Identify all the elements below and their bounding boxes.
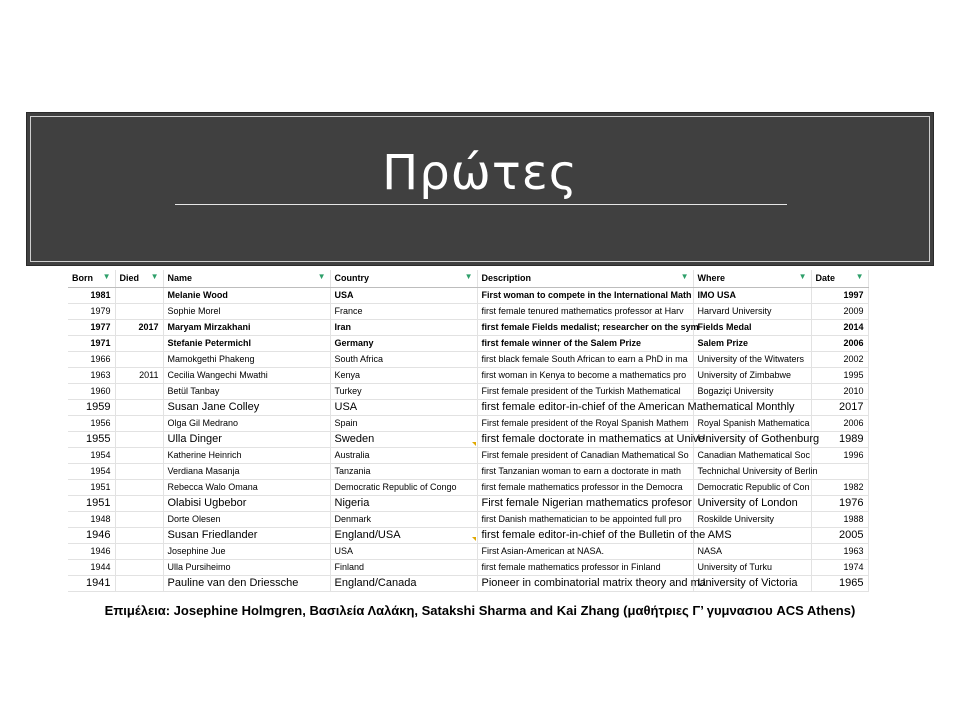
cell-died[interactable] — [115, 464, 163, 480]
cell-where[interactable]: Canadian Mathematical Soc — [693, 448, 811, 464]
table-row — [68, 336, 868, 352]
cell-date[interactable]: 1989 — [811, 432, 868, 448]
cell-name[interactable]: Katherine Heinrich — [163, 448, 330, 464]
filter-icon[interactable]: ▼ — [102, 272, 111, 281]
cell-country[interactable]: Iran — [330, 320, 477, 336]
cell-died[interactable] — [115, 288, 163, 304]
cell-where[interactable]: Salem Prize — [693, 336, 811, 352]
cell-description[interactable]: First woman to compete in the International Math — [477, 288, 693, 304]
header-label: Name — [167, 273, 193, 283]
cell-country[interactable]: France — [330, 304, 477, 320]
cell-born[interactable]: 1948 — [68, 512, 115, 528]
cell-description[interactable]: first female Fields medalist; researcher on the sym — [477, 320, 693, 336]
cell-country[interactable]: South Africa — [330, 352, 477, 368]
cell-name[interactable]: Mamokgethi Phakeng — [163, 352, 330, 368]
header-label: Where — [697, 273, 726, 283]
header-label: Description — [481, 273, 532, 283]
cell-died[interactable] — [115, 560, 163, 576]
cell-name[interactable]: Melanie Wood — [163, 288, 330, 304]
cell-born[interactable]: 1971 — [68, 336, 115, 352]
column-header-died[interactable] — [115, 270, 163, 288]
header-row — [68, 270, 868, 288]
table-row — [68, 400, 868, 416]
cell-died[interactable] — [115, 432, 163, 448]
table-row — [68, 304, 868, 320]
header-label: Died — [119, 273, 140, 283]
table-row — [68, 576, 868, 592]
cell-date[interactable]: 2010 — [811, 384, 868, 400]
title-panel — [26, 112, 934, 266]
table-row — [68, 544, 868, 560]
cell-date[interactable]: 1996 — [811, 448, 868, 464]
cell-where[interactable]: Roskilde University — [693, 512, 811, 528]
cell-name[interactable]: Betül Tanbay — [163, 384, 330, 400]
cell-where[interactable]: Technichal University of Berlin — [693, 464, 811, 480]
cell-died[interactable] — [115, 400, 163, 416]
cell-died[interactable] — [115, 304, 163, 320]
cell-description[interactable]: first Danish mathematician to be appointed full pro — [477, 512, 693, 528]
cell-country[interactable]: USA — [330, 400, 477, 416]
cell-where[interactable]: Bogaziçi University — [693, 384, 811, 400]
table-row — [68, 480, 868, 496]
table-row — [68, 464, 868, 480]
cell-name[interactable]: Rebecca Walo Omana — [163, 480, 330, 496]
cell-died[interactable]: 2011 — [115, 368, 163, 384]
cell-name[interactable]: Dorte Olesen — [163, 512, 330, 528]
filter-icon[interactable]: ▼ — [798, 272, 807, 281]
column-header-where[interactable] — [693, 270, 811, 288]
cell-country[interactable]: Sweden — [330, 432, 477, 448]
cell-born[interactable]: 1954 — [68, 448, 115, 464]
cell-date[interactable]: 2006 — [811, 336, 868, 352]
cell-country[interactable]: Germany — [330, 336, 477, 352]
cell-died[interactable] — [115, 448, 163, 464]
cell-born[interactable]: 1955 — [68, 432, 115, 448]
cell-date[interactable]: 1995 — [811, 368, 868, 384]
cell-country[interactable]: England/USA — [330, 528, 477, 544]
table-row — [68, 496, 868, 512]
column-header-country[interactable] — [330, 270, 477, 288]
cell-date[interactable]: 2009 — [811, 304, 868, 320]
cell-where[interactable]: Harvard University — [693, 304, 811, 320]
cell-name[interactable]: Ulla Pursiheimo — [163, 560, 330, 576]
cell-born[interactable]: 1956 — [68, 416, 115, 432]
cell-died[interactable] — [115, 352, 163, 368]
cell-where[interactable]: University of London — [693, 496, 811, 512]
cell-born[interactable]: 1954 — [68, 464, 115, 480]
column-header-name[interactable] — [163, 270, 330, 288]
cell-description[interactable]: first female winner of the Salem Prize — [477, 336, 693, 352]
cell-description[interactable]: first female mathematics professor in the Democra — [477, 480, 693, 496]
cell-description[interactable]: first black female South African to earn a PhD in ma — [477, 352, 693, 368]
cell-description[interactable]: First female president of the Turkish Mathematical — [477, 384, 693, 400]
cell-where[interactable]: Democratic Republic of Con — [693, 480, 811, 496]
cell-died[interactable] — [115, 480, 163, 496]
cell-country[interactable]: Nigeria — [330, 496, 477, 512]
cell-where[interactable]: University of Gothenburg — [693, 432, 811, 448]
cell-name[interactable]: Susan Jane Colley — [163, 400, 330, 416]
column-header-description[interactable] — [477, 270, 693, 288]
cell-date[interactable]: 2017 — [811, 400, 868, 416]
cell-born[interactable]: 1960 — [68, 384, 115, 400]
cell-description[interactable]: First female Nigerian mathematics profesor — [477, 496, 693, 512]
cell-name[interactable]: Verdiana Masanja — [163, 464, 330, 480]
filter-icon[interactable]: ▼ — [150, 272, 159, 281]
cell-died[interactable] — [115, 336, 163, 352]
cell-date[interactable]: 1976 — [811, 496, 868, 512]
cell-died[interactable] — [115, 512, 163, 528]
cell-died[interactable] — [115, 576, 163, 592]
comment-marker-icon[interactable] — [472, 537, 476, 541]
table-row — [68, 368, 868, 384]
cell-country[interactable]: Spain — [330, 416, 477, 432]
cell-description[interactable]: first female mathematics professor in Finland — [477, 560, 693, 576]
cell-born[interactable]: 1981 — [68, 288, 115, 304]
cell-born[interactable]: 1959 — [68, 400, 115, 416]
cell-date[interactable]: 1988 — [811, 512, 868, 528]
table-row — [68, 416, 868, 432]
cell-name[interactable]: Ulla Dinger — [163, 432, 330, 448]
cell-born[interactable]: 1963 — [68, 368, 115, 384]
cell-born[interactable]: 1979 — [68, 304, 115, 320]
comment-marker-icon[interactable] — [472, 442, 476, 446]
cell-date[interactable]: 2014 — [811, 320, 868, 336]
cell-died[interactable] — [115, 416, 163, 432]
cell-description[interactable]: First female president of the Royal Spanish Mathem — [477, 416, 693, 432]
cell-died[interactable] — [115, 544, 163, 560]
cell-where[interactable]: IMO USA — [693, 288, 811, 304]
cell-name[interactable]: Cecilia Wangechi Mwathi — [163, 368, 330, 384]
cell-name[interactable]: Maryam Mirzakhani — [163, 320, 330, 336]
spreadsheet-table — [68, 270, 869, 592]
column-header-born[interactable] — [68, 270, 115, 288]
cell-where[interactable]: University of Zimbabwe — [693, 368, 811, 384]
cell-country[interactable]: Kenya — [330, 368, 477, 384]
cell-where[interactable]: University of Turku — [693, 560, 811, 576]
filter-icon[interactable]: ▼ — [855, 272, 864, 281]
cell-date[interactable]: 2002 — [811, 352, 868, 368]
cell-where[interactable]: Fields Medal — [693, 320, 811, 336]
cell-country[interactable]: Tanzania — [330, 464, 477, 480]
cell-country[interactable]: Turkey — [330, 384, 477, 400]
cell-name[interactable]: Susan Friedlander — [163, 528, 330, 544]
table-row — [68, 384, 868, 400]
cell-died[interactable] — [115, 384, 163, 400]
cell-description[interactable]: first female tenured mathematics professor at Harv — [477, 304, 693, 320]
cell-description[interactable]: first female editor-in-chief of the Bulletin of the AMS — [477, 528, 693, 544]
table-row — [68, 560, 868, 576]
cell-description[interactable]: First Asian-American at NASA. — [477, 544, 693, 560]
cell-name[interactable]: Stefanie Petermichl — [163, 336, 330, 352]
cell-date[interactable]: 1965 — [811, 576, 868, 592]
title-underline — [175, 204, 787, 205]
slide-title: Πρώτες — [382, 145, 578, 201]
cell-where[interactable]: Royal Spanish Mathematica — [693, 416, 811, 432]
cell-name[interactable]: Pauline van den Driessche — [163, 576, 330, 592]
credits-caption: Επιμέλεια: Josephine Holmgren, Βασιλεία Λαλάκη, Satakshi Sharma and Kai Zhang (μαθήτριες Γ’ γυμνασιου ACS Athens) — [104, 603, 856, 618]
cell-description[interactable]: first female doctorate in mathematics at Unive — [477, 432, 693, 448]
cell-died[interactable] — [115, 496, 163, 512]
filter-icon[interactable]: ▼ — [464, 272, 473, 281]
cell-date[interactable]: 2005 — [811, 528, 868, 544]
table-row — [68, 320, 868, 336]
cell-born[interactable]: 1946 — [68, 528, 115, 544]
cell-date[interactable]: 1997 — [811, 288, 868, 304]
cell-born[interactable]: 1966 — [68, 352, 115, 368]
cell-country[interactable]: Finland — [330, 560, 477, 576]
table-row — [68, 448, 868, 464]
cell-born[interactable]: 1951 — [68, 480, 115, 496]
cell-description[interactable]: first female editor-in-chief of the American Mathematical Monthly — [477, 400, 693, 416]
cell-country[interactable]: Denmark — [330, 512, 477, 528]
filter-icon[interactable]: ▼ — [680, 272, 689, 281]
cell-date[interactable]: 1982 — [811, 480, 868, 496]
filter-icon[interactable]: ▼ — [317, 272, 326, 281]
table-body — [68, 288, 868, 592]
table-row — [68, 528, 868, 544]
header-label: Date — [815, 273, 836, 283]
table-row — [68, 512, 868, 528]
cell-description[interactable]: First female president of Canadian Mathematical So — [477, 448, 693, 464]
cell-date[interactable]: 1963 — [811, 544, 868, 560]
cell-country[interactable]: USA — [330, 544, 477, 560]
cell-date[interactable]: 1974 — [811, 560, 868, 576]
cell-description[interactable]: first woman in Kenya to become a mathematics pro — [477, 368, 693, 384]
cell-born[interactable]: 1977 — [68, 320, 115, 336]
cell-country[interactable]: USA — [330, 288, 477, 304]
cell-country[interactable]: England/Canada — [330, 576, 477, 592]
table-row — [68, 432, 868, 448]
cell-description[interactable]: first Tanzanian woman to earn a doctorate in math — [477, 464, 693, 480]
cell-born[interactable]: 1946 — [68, 544, 115, 560]
table-row — [68, 352, 868, 368]
column-header-date[interactable] — [811, 270, 868, 288]
cell-born[interactable]: 1951 — [68, 496, 115, 512]
cell-description[interactable]: Pioneer in combinatorial matrix theory and ma — [477, 576, 693, 592]
cell-date[interactable]: 2006 — [811, 416, 868, 432]
table-row — [68, 288, 868, 304]
cell-name[interactable]: Josephine Jue — [163, 544, 330, 560]
cell-date[interactable] — [811, 464, 868, 480]
header-label: Country — [334, 273, 369, 283]
cell-where[interactable]: University of the Witwaters — [693, 352, 811, 368]
cell-name[interactable]: Sophie Morel — [163, 304, 330, 320]
cell-where[interactable]: University of Victoria — [693, 576, 811, 592]
cell-where[interactable]: NASA — [693, 544, 811, 560]
cell-died[interactable] — [115, 528, 163, 544]
cell-name[interactable]: Olga Gil Medrano — [163, 416, 330, 432]
cell-country[interactable]: Democratic Republic of Congo — [330, 480, 477, 496]
cell-country[interactable]: Australia — [330, 448, 477, 464]
cell-died[interactable]: 2017 — [115, 320, 163, 336]
cell-born[interactable]: 1941 — [68, 576, 115, 592]
header-label: Born — [72, 273, 93, 283]
cell-name[interactable]: Olabisi Ugbebor — [163, 496, 330, 512]
cell-born[interactable]: 1944 — [68, 560, 115, 576]
